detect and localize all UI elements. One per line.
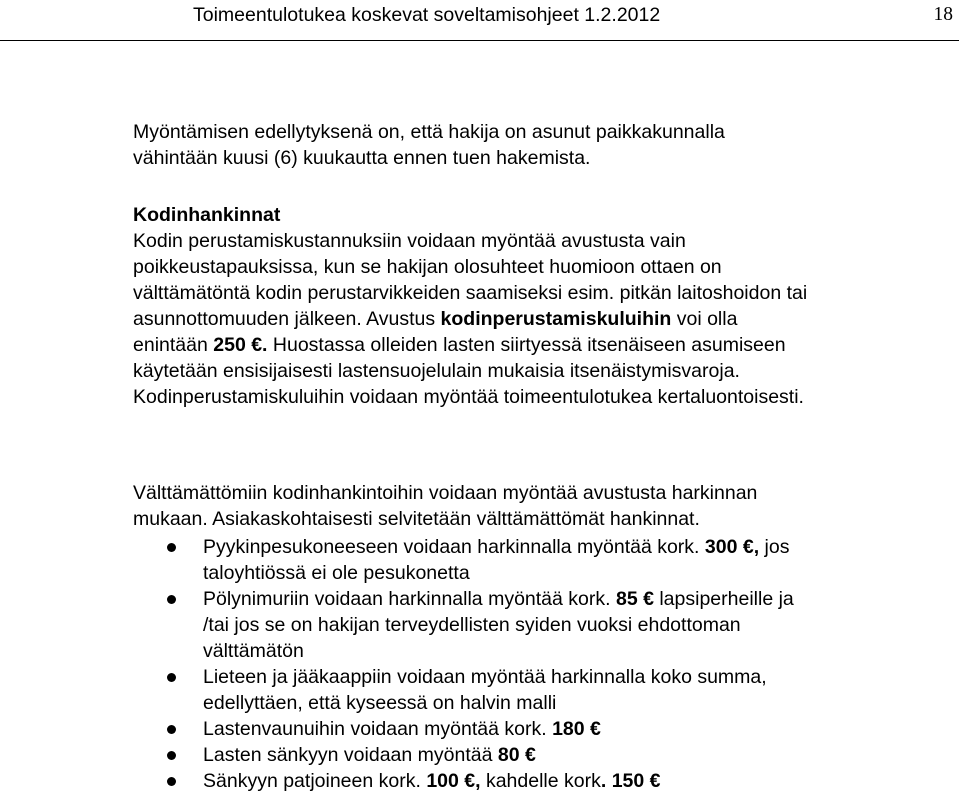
eligibility-line-2: vähintään kuusi (6) kuukautta ennen tuen hakemista. <box>133 147 591 169</box>
item-text: lapsiperheille ja <box>653 588 794 610</box>
max-amount: 250 €. <box>213 334 268 356</box>
item-text: Lastenvaunuihin voidaan myöntää kork. <box>203 718 553 740</box>
eligibility-paragraph <box>133 119 959 171</box>
item-text: jos <box>759 536 790 558</box>
item-line-2: edellyttäen, että kyseessä on halvin malli <box>203 692 557 714</box>
item-amount: 100 €, <box>426 770 481 792</box>
line-text: Huostassa olleiden lasten siirtyessä itsenäiseen asumiseen <box>267 334 786 356</box>
item-amount: 85 € <box>615 588 654 610</box>
list-item <box>133 768 959 794</box>
item-line-1 <box>203 768 959 794</box>
item-line-1 <box>203 716 959 742</box>
item-line-1 <box>203 586 959 612</box>
item-line-1 <box>203 534 959 560</box>
home-setup-line-1: Kodin perustamiskustannuksiin voidaan myöntää avustusta vain <box>133 230 686 252</box>
list-item <box>133 586 959 664</box>
bullet-icon <box>167 777 176 786</box>
item-amount: . 150 € <box>600 770 661 792</box>
item-amount: 300 €, <box>704 536 760 558</box>
page-number: 18 <box>933 4 953 25</box>
home-setup-line-3: välttämätöntä kodin perustarvikkeiden saamiseksi esim. pitkän laitoshoidon tai <box>133 282 808 304</box>
item-line-2: /tai jos se on hakijan terveydellisten syiden vuoksi ehdottoman <box>203 614 741 636</box>
necessary-line-1: Välttämättömiin kodinhankintoihin voidaan myöntää avustusta harkinnan <box>133 482 758 504</box>
home-setup-section <box>133 202 959 410</box>
bullet-icon <box>167 595 176 604</box>
line-text: asunnottomuuden jälkeen. Avustus <box>133 308 441 330</box>
line-text: voi olla <box>671 308 738 330</box>
home-setup-line-7: Kodinperustamiskuluihin voidaan myöntää toimeentulotukea kertaluontoisesti. <box>133 386 804 408</box>
home-setup-line-4 <box>133 306 959 332</box>
necessary-paragraph <box>133 480 959 532</box>
necessary-line-2: mukaan. Asiakaskohtaisesti selvitetään välttämättömät hankinnat. <box>133 508 700 530</box>
home-setup-line-6: käytetään ensisijaisesti lastensuojelulain mukaisia itsenäistymisvaroja. <box>133 360 740 382</box>
item-text: Sänkyyn patjoineen kork. <box>203 770 427 792</box>
document-title: Toimeentulotukea koskevat soveltamisohjeet 1.2.2012 <box>193 4 661 26</box>
page-header <box>0 0 959 41</box>
item-text: Pyykinpesukoneeseen voidaan harkinnalla myöntää kork. <box>203 536 705 558</box>
eligibility-line-1: Myöntämisen edellytyksenä on, että hakija on asunut paikkakunnalla <box>133 121 725 143</box>
item-line-3: välttämätön <box>203 640 304 662</box>
list-item <box>133 716 959 742</box>
bullet-icon <box>167 751 176 760</box>
item-text: kahdelle kork <box>480 770 601 792</box>
item-line-1: Lieteen ja jääkaappiin voidaan myöntää harkinnalla koko summa, <box>203 666 767 688</box>
list-item <box>133 534 959 586</box>
list-item <box>133 742 959 768</box>
bullet-icon <box>167 673 176 682</box>
section-heading: Kodinhankinnat <box>133 204 281 226</box>
line-text: enintään <box>133 334 214 356</box>
home-setup-line-5 <box>133 332 959 358</box>
item-text: Lasten sänkyyn voidaan myöntää <box>203 744 498 766</box>
item-line-2: taloyhtiössä ei ole pesukonetta <box>203 562 470 584</box>
home-setup-line-2: poikkeustapauksissa, kun se hakijan olosuhteet huomioon ottaen on <box>133 256 722 278</box>
bullet-icon <box>167 543 176 552</box>
bold-term: kodinperustamiskuluihin <box>440 308 672 330</box>
item-line-1 <box>203 742 959 768</box>
list-item <box>133 664 959 716</box>
bullet-icon <box>167 725 176 734</box>
item-text: Pölynimuriin voidaan harkinnalla myöntää kork. <box>203 588 616 610</box>
item-amount: 80 € <box>497 744 536 766</box>
purchase-list <box>133 534 959 794</box>
item-amount: 180 € <box>552 718 601 740</box>
